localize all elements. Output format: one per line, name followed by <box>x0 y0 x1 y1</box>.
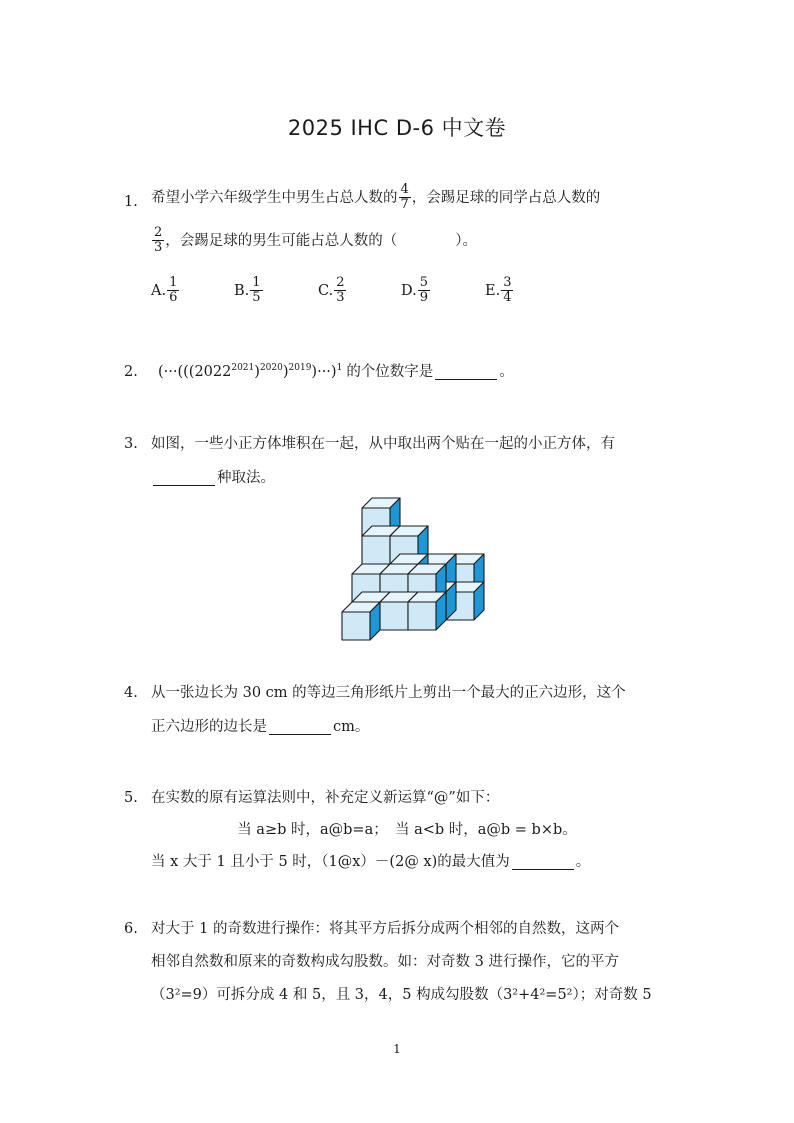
q1-choice-e[interactable]: E. $\frac{3}{4}$ <box>485 275 512 305</box>
q1-choice-c[interactable]: C. $\frac{2}{3}$ <box>318 275 345 305</box>
q1-text-a: 希望小学六年级学生中男生占总人数的 <box>151 189 398 206</box>
q4-answer-blank[interactable] <box>269 720 331 735</box>
q3-answer-blank[interactable] <box>153 471 215 486</box>
cube-stack-figure <box>336 492 488 642</box>
q5-number: 5. <box>124 790 138 806</box>
q1-fraction-1: $\frac{4}{7}$ <box>400 182 409 212</box>
q1-fraction-2: $\frac{2}{3}$ <box>154 225 163 255</box>
q5-line1: 在实数的原有运算法则中，补充定义新运算“@”如下： <box>151 790 500 806</box>
q6-line3: （3²=9）可拆分成 4 和 5，且 3，4，5 构成勾股数（3²+4²=5²）；对奇数 5 <box>151 987 652 1003</box>
q1-line1 <box>151 183 600 212</box>
q1-number: 1. <box>124 194 138 210</box>
q5-answer-blank[interactable] <box>512 855 574 870</box>
q4-line1: 从一张边长为 30 cm 的等边三角形纸片上剪出一个最大的正六边形，这个 <box>151 685 626 701</box>
q1-text-b: ，会踢足球的同学占总人数的 <box>411 189 601 206</box>
q1-choice-d[interactable]: D. $\frac{5}{9}$ <box>401 275 428 305</box>
page-number: 1 <box>393 1042 401 1056</box>
q1-line2 <box>151 226 477 255</box>
cube-16-front <box>342 612 370 640</box>
q6-line2: 相邻自然数和原来的奇数构成勾股数。如：对奇数 3 进行操作，它的平方 <box>151 954 619 970</box>
q5-line3: 当 x 大于 1 且小于 5 时，（1@x）－(2@ x)的最大值为 。 <box>151 854 591 870</box>
cube-2-front <box>362 536 390 564</box>
page-title: 2025 IHC D-6 中文卷 <box>287 116 507 140</box>
q2-expression: $(\cdot\cdot\cdot(((2022^{2021})^{2020})^{2019})\cdot\cdot\cdot)^1$ <box>158 363 343 380</box>
q4-number: 4. <box>124 685 138 701</box>
q2-answer-blank[interactable] <box>435 365 497 380</box>
q3-line1: 如图，一些小正方体堆积在一起，从中取出两个贴在一起的小正方体，有 <box>151 436 615 452</box>
q3-number: 3. <box>124 436 138 452</box>
q2-line: $(\cdot\cdot\cdot(((2022^{2021})^{2020})^{2019})\cdot\cdot\cdot)^1$ 的个位数字是 。 <box>158 363 514 380</box>
q2-number: 2. <box>124 364 138 380</box>
q2-text: 的个位数字是 <box>346 364 434 380</box>
q6-line1: 对大于 1 的奇数进行操作：将其平方后拆分成两个相邻的自然数，这两个 <box>151 921 619 937</box>
q3-line2: 种取法。 <box>151 468 275 488</box>
q4-line2: 正六边形的边长是 cm。 <box>151 719 370 735</box>
q1-choice-a[interactable]: A. $\frac{1}{6}$ <box>151 275 178 305</box>
cube-15-front <box>408 602 436 630</box>
q6-number: 6. <box>124 921 138 937</box>
q1-text-c: ，会踢足球的男生可能占总人数的（ ）。 <box>165 232 478 249</box>
q5-rule: 当 a≥b 时，a@b=a； 当 a<b 时，a@b = b×b。 <box>237 822 577 838</box>
q1-choice-b[interactable]: B. $\frac{1}{5}$ <box>234 275 261 305</box>
cube-14-front <box>380 602 408 630</box>
